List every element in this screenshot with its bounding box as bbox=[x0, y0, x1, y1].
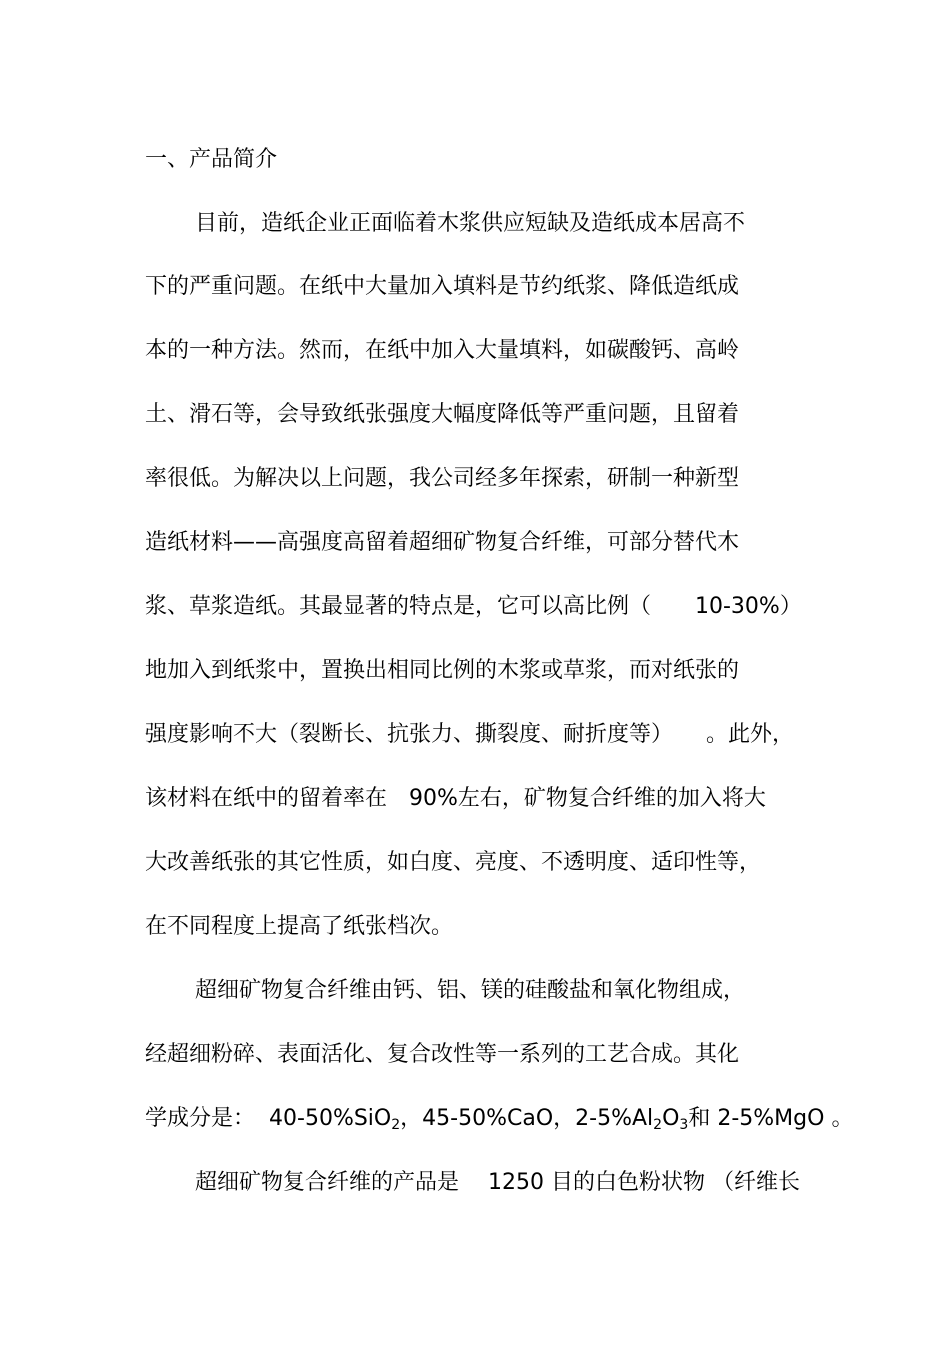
chem-subscript: 3 bbox=[679, 1117, 689, 1133]
paragraph-line: 大改善纸张的其它性质，如白度、亮度、不透明度、适印性等， bbox=[145, 850, 762, 875]
paragraph-line: 超细矿物复合纤维由钙、铝、镁的硅酸盐和氧化物组成， bbox=[195, 978, 746, 1003]
paragraph-line: 超细矿物复合纤维的产品是 1250 目的白色粉状物 （纤维长 bbox=[195, 1170, 800, 1195]
paragraph-line: 造纸材料——高强度高留着超细矿物复合纤维，可部分替代木 bbox=[145, 530, 740, 555]
paragraph-line: 地加入到纸浆中，置换出相同比例的木浆或草浆，而对纸张的 bbox=[145, 658, 740, 683]
section-heading: 一、产品简介 bbox=[145, 147, 278, 172]
chem-text: O bbox=[662, 1106, 680, 1131]
paragraph-line: 经超细粉碎、表面活化、复合改性等一系列的工艺合成。其化 bbox=[145, 1042, 740, 1067]
paragraph-line: 土、滑石等，会导致纸张强度大幅度降低等严重问题，且留着 bbox=[145, 402, 740, 427]
paragraph-line: 该材料在纸中的留着率在 90%左右，矿物复合纤维的加入将大 bbox=[145, 786, 766, 811]
chem-subscript: 2 bbox=[653, 1117, 663, 1133]
paragraph-line: 浆、草浆造纸。其最显著的特点是，它可以高比例（ 10-30%） bbox=[145, 594, 802, 619]
paragraph-line: 本的一种方法。然而，在纸中加入大量填料，如碳酸钙、高岭 bbox=[145, 338, 740, 363]
chem-text: 。 bbox=[831, 1106, 854, 1131]
paragraph-line: 强度影响不大（裂断长、抗张力、撕裂度、耐折度等） 。此外， bbox=[145, 722, 795, 747]
paragraph-line: 率很低。为解决以上问题，我公司经多年探索，研制一种新型 bbox=[145, 466, 740, 491]
paragraph-line: 在不同程度上提高了纸张档次。 bbox=[145, 914, 454, 939]
chem-subscript: 2 bbox=[391, 1117, 401, 1133]
paragraph-line: 下的严重问题。在纸中大量加入填料是节约纸浆、降低造纸成 bbox=[145, 274, 740, 299]
chem-text: 和 2-5%MgO bbox=[688, 1106, 825, 1131]
chem-text: 40-50%SiO bbox=[269, 1106, 392, 1131]
paragraph-line: 目前，造纸企业正面临着木浆供应短缺及造纸成本居高不 bbox=[195, 211, 746, 236]
chemical-composition-line bbox=[145, 1104, 853, 1134]
chem-text: ，45-50%CaO，2-5%Al bbox=[400, 1106, 654, 1131]
chem-text: 学成分是： bbox=[145, 1106, 256, 1131]
